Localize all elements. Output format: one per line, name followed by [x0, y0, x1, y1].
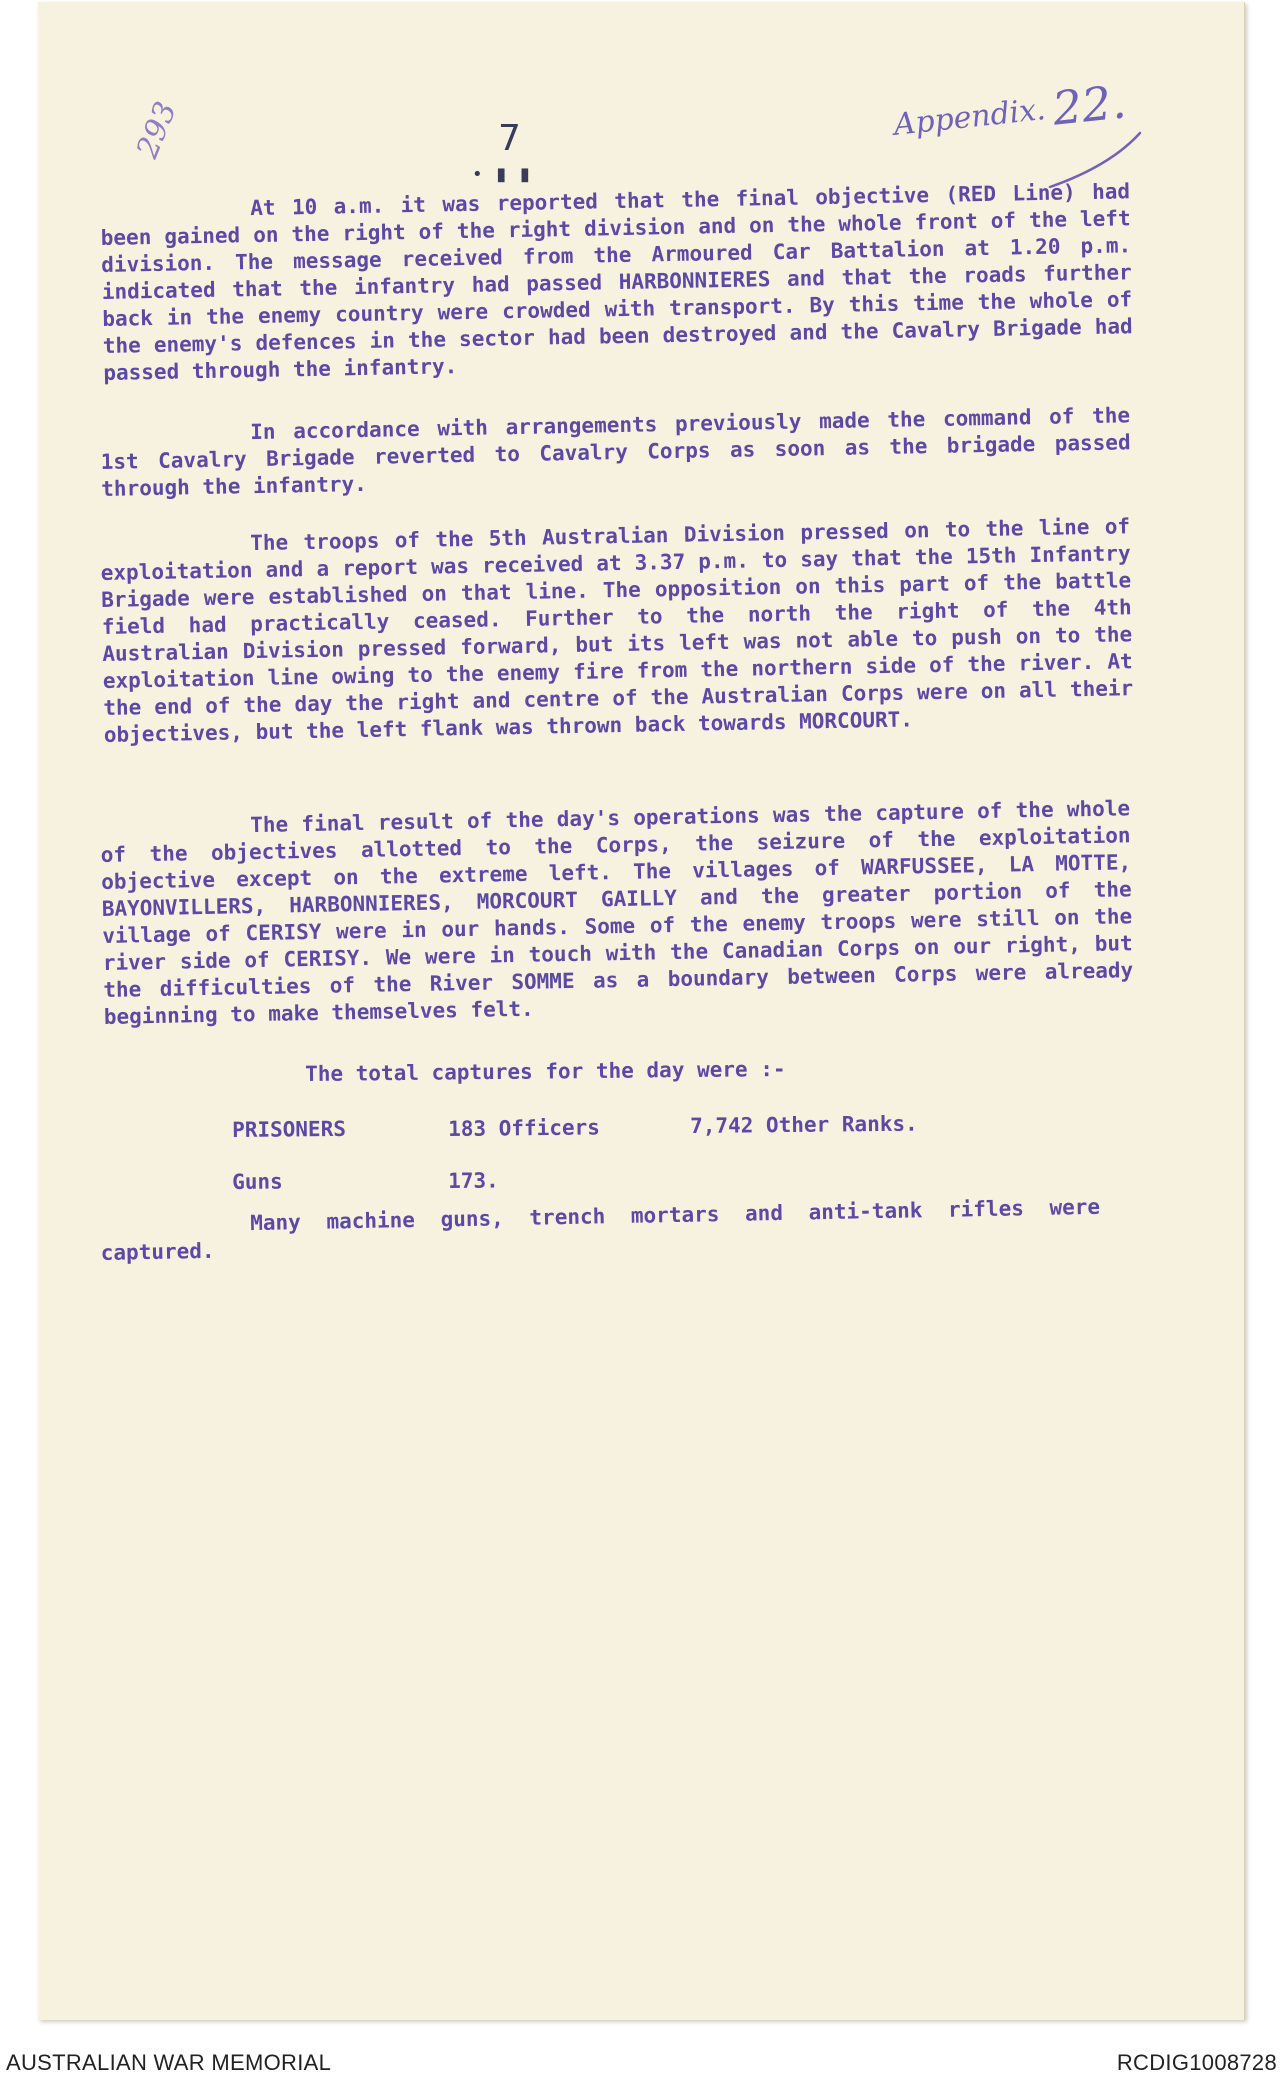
appendix-number: 22.: [1050, 74, 1129, 136]
prisoners-officers: 183 Officers: [448, 1115, 600, 1141]
guns-label: Guns: [232, 1169, 283, 1194]
page-number: 7: [498, 118, 521, 159]
prisoners-label: PRISONERS: [232, 1116, 347, 1142]
footer-reference: RCDIG1008728: [1116, 2050, 1277, 2075]
footer-institution: AUSTRALIAN WAR MEMORIAL: [6, 2050, 332, 2075]
paragraph-2: In accordance with arrangements previously made the command of the 1st Cavalry Brigade reverted to Cavalry Corps as soon as the brigade passed through the infantry.: [100, 403, 1131, 501]
closing-paragraph: Many machine guns, trench mortars and anti-tank rifles were captured.: [100, 1194, 1101, 1265]
appendix-stamp: Appendix.: [892, 92, 1048, 143]
captures-intro: The total captures for the day were :-: [305, 1056, 786, 1086]
paragraph-1: At 10 a.m. it was reported that the final objective (RED Line) had been gained on the right of the right division and on the whole front of the left division. The message received from the Armoured Car Battalion at 1.20 p.m. indicated that the infantry had passed HARBONNIERES and that the roads further back in the enemy country were crowded with transport. By this time the whole of the enemy's defences in the sector had been destroyed and the Cavalry Brigade had passed through the infantry.: [100, 179, 1133, 385]
paragraph-3: The troops of the 5th Australian Division pressed on to the line of exploitation and a report was received at 3.37 p.m. to say that the 15th Infantry Brigade were established on that line. The opposition on this part of the battle field had practically ceased. Further to the north the right of the 4th Australian Division pressed forward, but its left was not able to push on to the exploitation line owing to the enemy fire from the northern side of the river. At the end of the day the right and centre of the Australian Corps were on all their objectives, but the left flank was thrown back towards MORCOURT.: [100, 514, 1134, 747]
prisoners-other-ranks: 7,742 Other Ranks.: [690, 1111, 918, 1138]
guns-value: 173.: [448, 1168, 499, 1193]
paragraph-4: The final result of the day's operations was the capture of the whole of the objectives allotted to the Corps, the seizure of the exploitation objective except on the extreme left. The villages of WARFUSSEE, LA MOTTE, BAYONVILLERS, HARBONNIERES, MORCOURT GAILLY and the greater portion of the village of CERISY were in our hands. Some of the enemy troops were still on the river side of CERISY. We were in touch with the Canadian Corps on our right, but the difficulties of the River SOMME as a boundary between Corps were already beginning to make themselves felt.: [100, 796, 1134, 1029]
page-marks: • ▮ ▮: [472, 164, 534, 185]
folio-number: 293: [130, 96, 184, 164]
